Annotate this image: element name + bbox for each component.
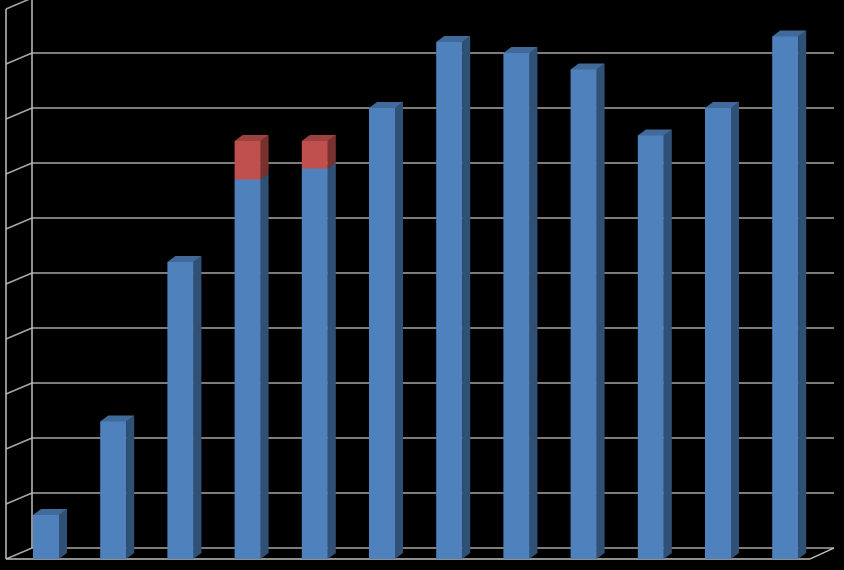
gridline-diagonal [6,493,32,504]
bar-side [328,163,336,560]
bar-front [167,262,193,559]
bar-side [59,509,67,559]
bar-side [261,174,269,560]
gridline-diagonal [6,548,32,559]
bar-front [571,70,597,560]
gridline-diagonal [6,218,32,229]
bar-side [395,102,403,559]
gridline-diagonal [6,438,32,449]
bar-front [302,141,328,169]
gridline-diagonal [6,328,32,339]
bar-front [369,108,395,559]
bar-side [731,102,739,559]
bar-segment [772,31,806,560]
bar-side [193,256,201,559]
bar-front [302,169,328,560]
bar-side [798,31,806,560]
bar-side [462,36,470,559]
bar-segment [33,509,67,559]
bar-front [705,108,731,559]
bar-front [100,422,126,560]
gridline-diagonal [6,383,32,394]
bar-segment [503,47,537,559]
bar-segment [167,256,201,559]
bar-segment [638,130,672,560]
gridline-diagonal [6,53,32,64]
bar-segment [436,36,470,559]
bar-front [235,180,261,560]
x-axis-side [810,548,834,559]
bar-front [235,141,261,180]
bar-side [126,416,134,560]
bar-front [503,53,529,559]
bar-side [261,135,269,180]
bar-segment [302,135,336,169]
bar-side [529,47,537,559]
bars [33,31,806,560]
bar-segment [235,135,269,180]
bar-side [664,130,672,560]
bar-segment [705,102,739,559]
gridline-diagonal [6,273,32,284]
gridline-diagonal [6,163,32,174]
bar-segment [571,64,605,560]
bar-segment [369,102,403,559]
bar-segment [302,163,336,560]
bar-front [436,42,462,559]
bar-front [33,515,59,559]
bar-side [597,64,605,560]
bar-front [638,136,664,560]
gridline-diagonal [6,0,32,9]
gridline-diagonal [6,108,32,119]
bar-segment [100,416,134,560]
bar-front [772,37,798,560]
bar-segment [235,174,269,560]
